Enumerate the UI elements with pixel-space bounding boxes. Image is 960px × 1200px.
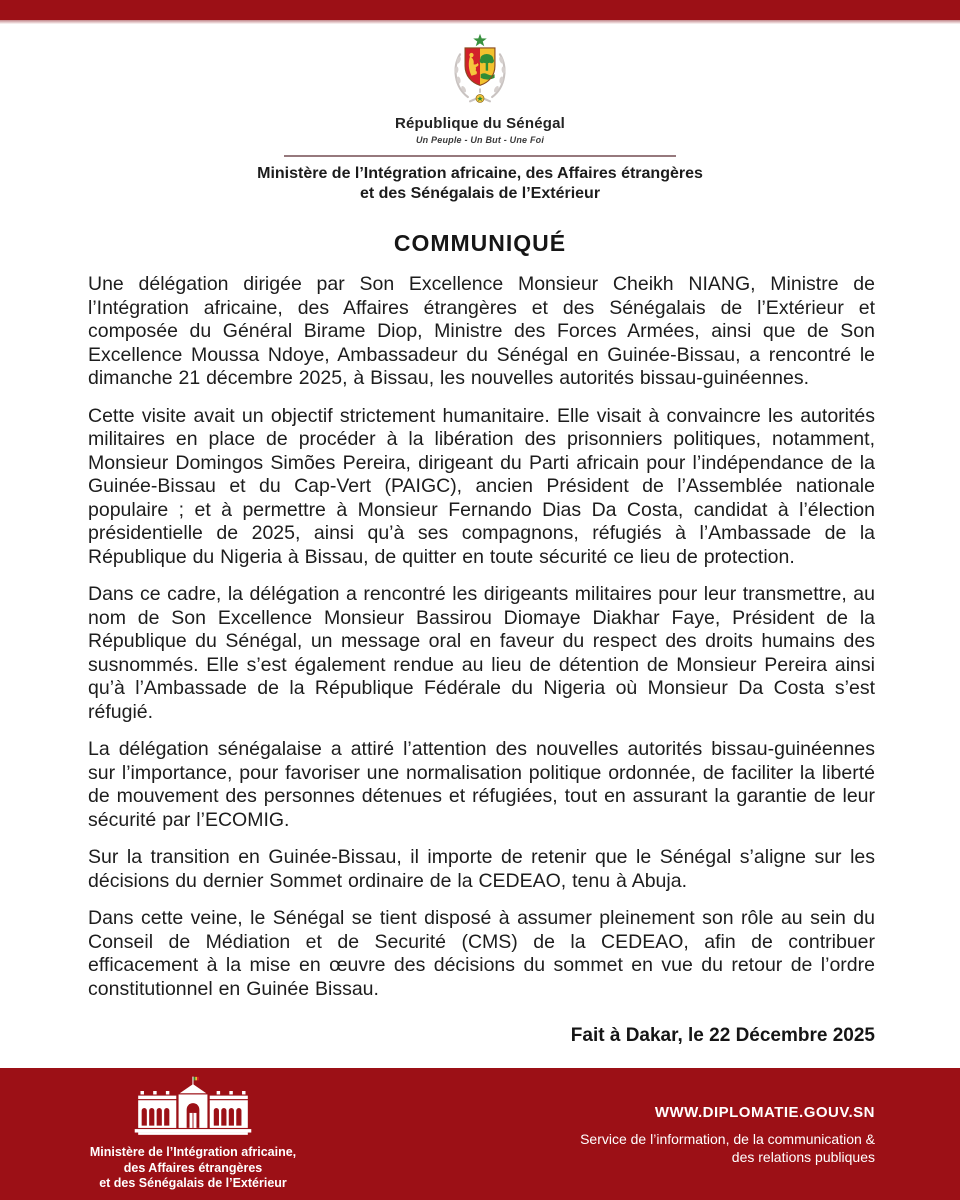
footer-ministry-block [62, 1076, 324, 1192]
issuing-service [580, 1130, 875, 1166]
header-divider [284, 155, 676, 157]
senegal-coat-of-arms-icon [0, 33, 960, 112]
top-bar-shadow [0, 20, 960, 24]
top-red-bar [0, 0, 960, 20]
dateline: Fait à Dakar, le 22 Décembre 2025 [570, 1025, 875, 1046]
footer-ministry-line2: des Affaires étrangères [123, 1160, 263, 1175]
letterhead [0, 33, 960, 203]
ministry-name-line2: et des Sénégalais de l’Extérieur [359, 184, 601, 202]
national-motto: Un Peuple - Un But - Une Foi [415, 135, 545, 145]
ministry-building-icon [62, 1076, 324, 1141]
footer-contact-block [580, 1104, 875, 1166]
footer-ministry-line1: Ministère de l’Intégration africaine, [89, 1145, 297, 1159]
ministry-name-line1: Ministère de l’Intégration africaine, des Affaires étrangères [257, 165, 703, 182]
paragraph-1: Une délégation dirigée par Son Excellence Monsieur Cheikh NIANG, Ministre de l’Intégration africaine, des Affaires étrangères et des Sénégalais de l’Extérieur et composée du Général Birame Diop, Ministre des Forces Armées, ainsi que de Son Excellence Moussa Ndoye, Ambassadeur du Sénégal en Guinée-Bissau, a rencontré le dimanche 21 décembre 2025, à Bissau, les nouvelles autorités bissau-guinéennes. [88, 273, 875, 389]
website-url: WWW.DIPLOMATIE.GOUV.SN [654, 1104, 875, 1121]
paragraph-5: Sur la transition en Guinée-Bissau, il importe de retenir que le Sénégal s’aligne sur les décisions du dernier Sommet ordinaire de la CEDEAO, tenu à Abuja. [88, 846, 875, 892]
country-title: République du Sénégal [394, 115, 566, 132]
footer-ministry-line3: et des Sénégalais de l’Extérieur [99, 1176, 287, 1190]
paragraph-3: Dans ce cadre, la délégation a rencontré les dirigeants militaires pour leur transmettre, au nom de Son Excellence Monsieur Bassirou Diomaye Diakhar Faye, Président de la République du Sénégal, un message oral en faveur du respect des droits humains des susnommés. Elle s’est également rendue au lieu de détention de Monsieur Pereira ainsi qu’à l’Ambassade de la République Fédérale du Nigeria où Monsieur Da Costa s’est réfugié. [88, 583, 875, 723]
paragraph-4: La délégation sénégalaise a attiré l’attention des nouvelles autorités bissau-guinéennes sur l’importance, pour favoriser une normalisation politique ordonnée, de faciliter la liberté de mouvement des personnes détenues et réfugiées, tout en assurant la garantie de leur sécurité par l’ECOMIG. [88, 738, 875, 831]
service-line1: Service de l’information, de la communication & [580, 1131, 875, 1147]
footer-ministry-name [62, 1145, 324, 1192]
paragraph-2: Cette visite avait un objectif strictement humanitaire. Elle visait à convaincre les autorités militaires en place de procéder à la libération des prisonniers politiques, notamment, Monsieur Domingos Simões Pereira, dirigeant du Parti africain pour l’indépendance de la Guinée-Bissau et du Cap-Vert (PAIGC), ancien Président de l’Assemblée nationale populaire ; et à permettre à Monsieur Fernando Dias Da Costa, candidat à l’élection présidentielle de 2025, ainsi qu’à ses compagnons, réfugiés à l’Ambassade de la République du Nigeria à Bissau, de quitter en toute sécurité ce lieu de protection. [88, 404, 875, 568]
document-title: COMMUNIQUÉ [393, 230, 567, 256]
paragraph-6: Dans cette veine, le Sénégal se tient disposé à assumer pleinement son rôle au sein du Conseil de Médiation et de Securité (CMS) de la CEDEAO, afin de contribuer efficacement à la mise en œuvre des décisions du sommet en vue du retour de l’ordre constitutionnel en Guinée Bissau. [88, 907, 875, 1000]
communique-body [88, 273, 875, 1001]
ministry-name [0, 164, 960, 203]
footer-band [0, 1068, 960, 1200]
service-line2: des relations publiques [731, 1149, 875, 1165]
